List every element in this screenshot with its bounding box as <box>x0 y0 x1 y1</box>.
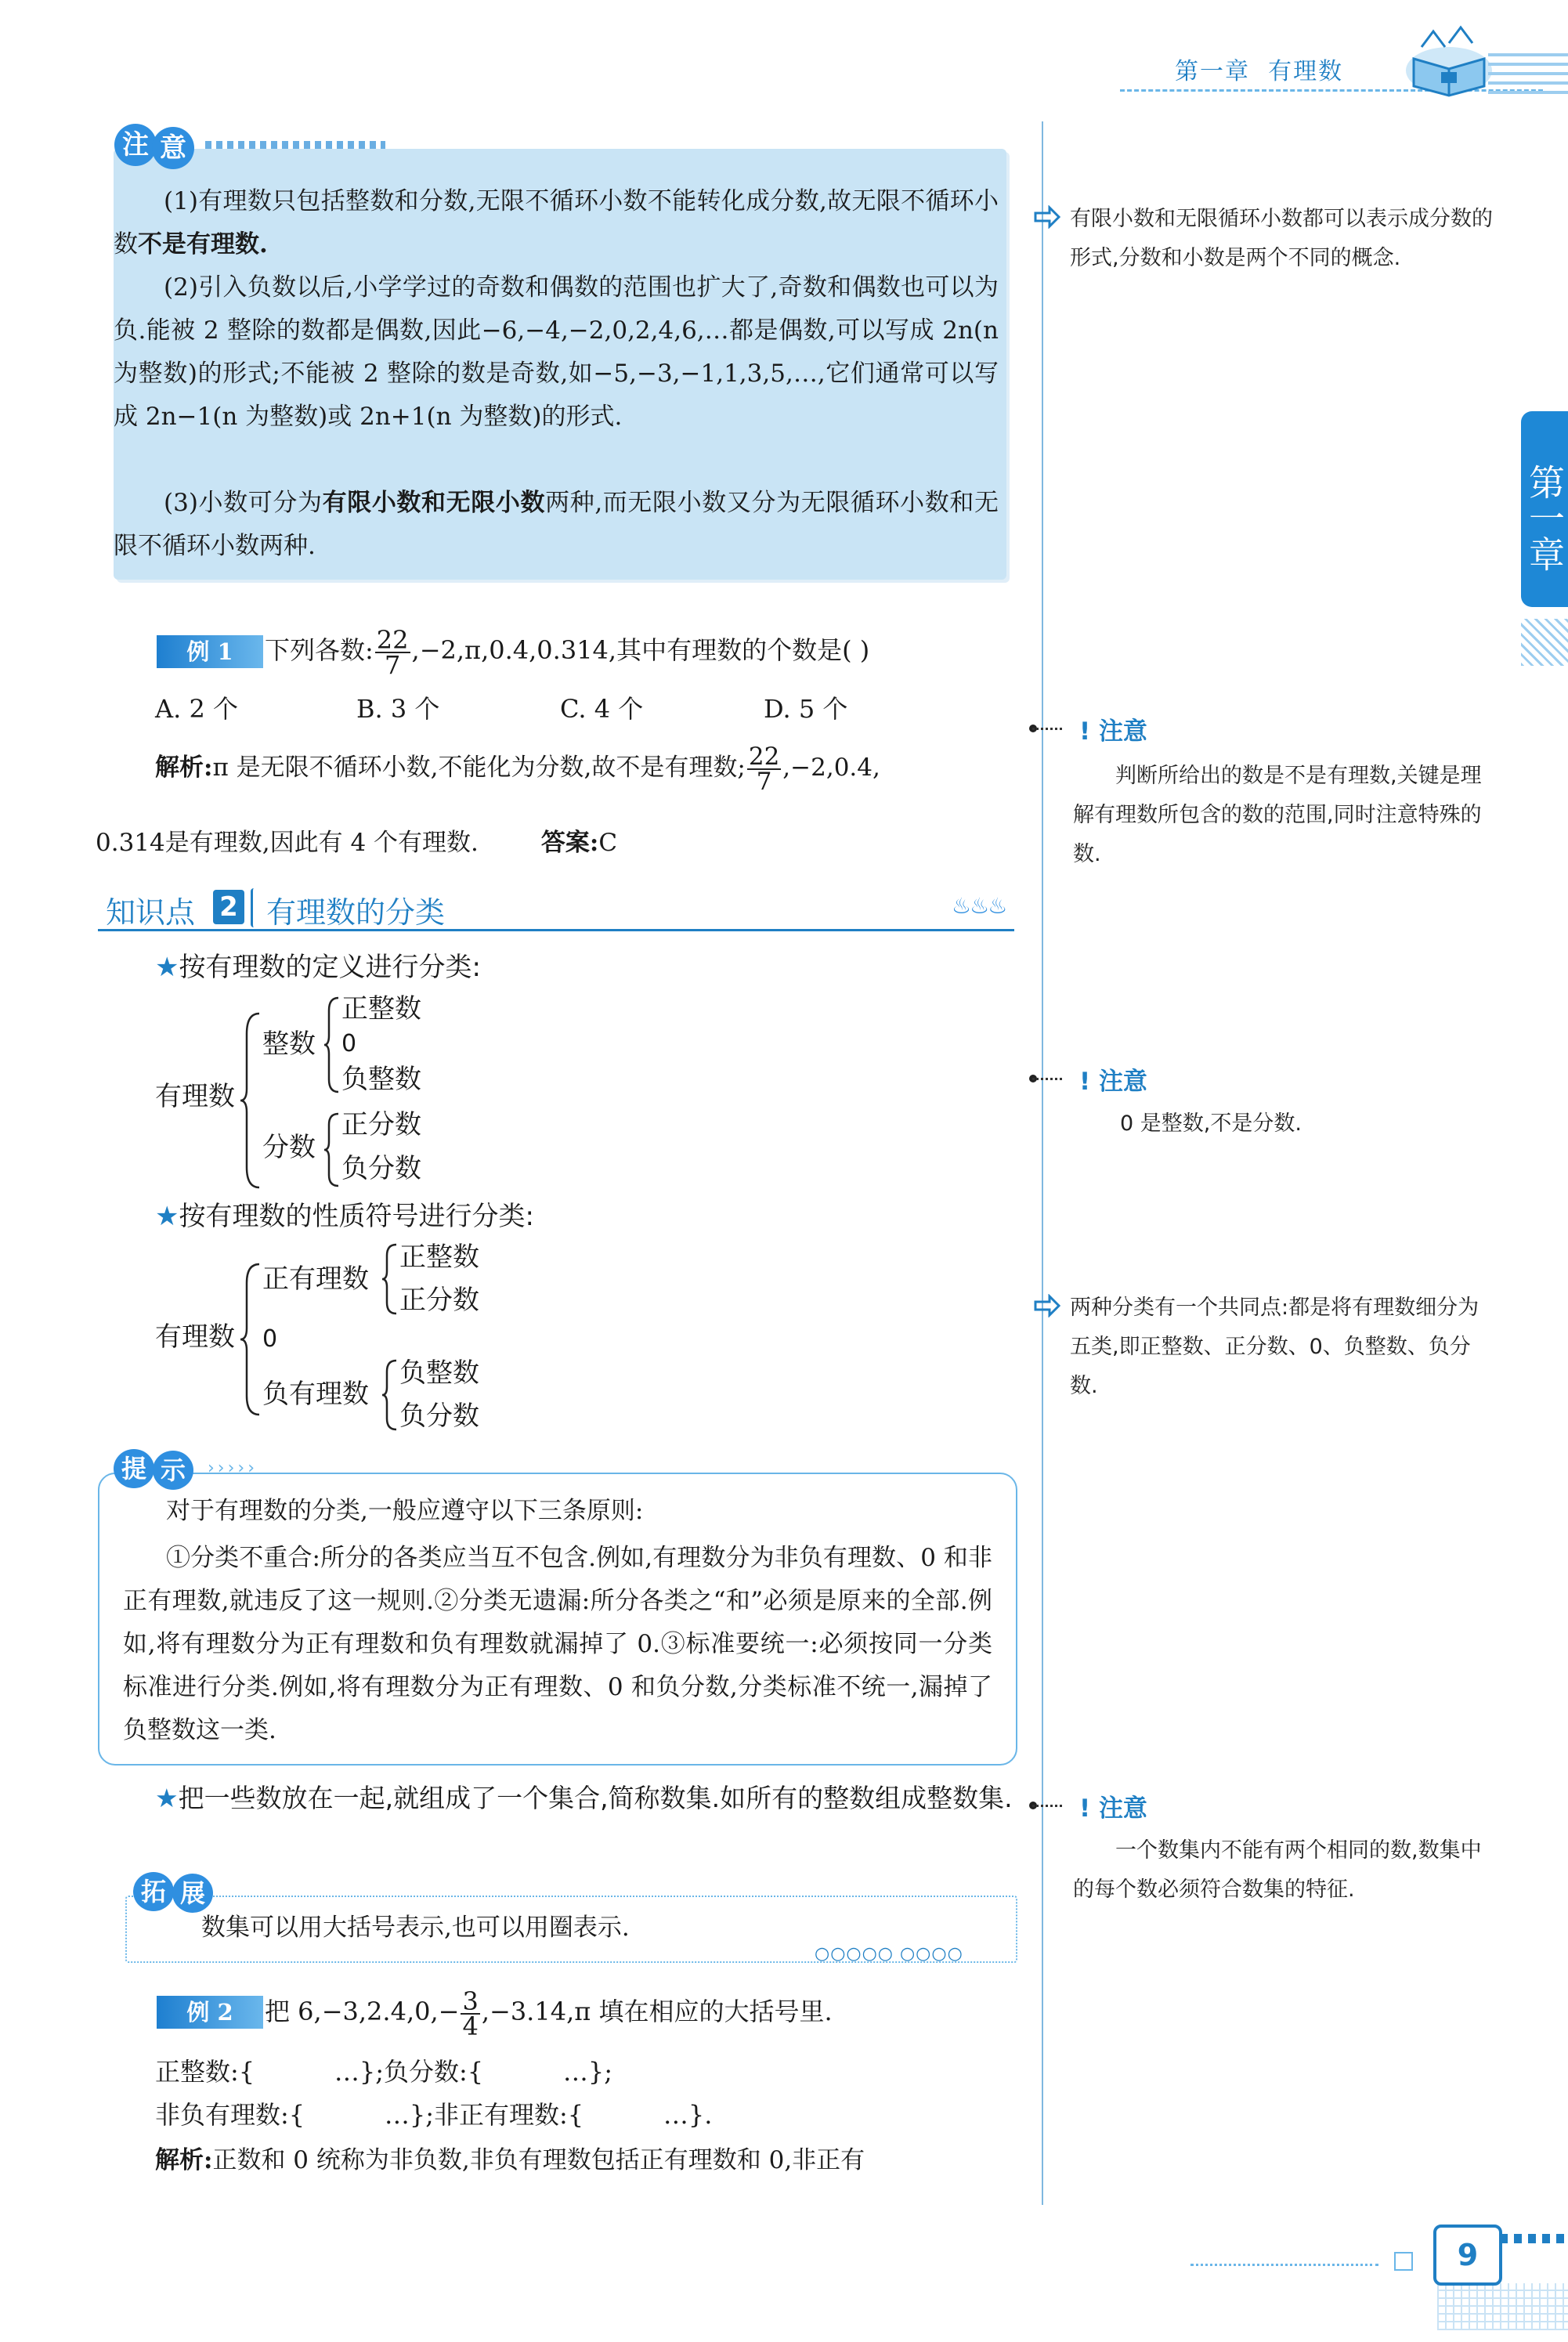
header-stripes-decoration <box>1488 47 1568 102</box>
brace-shape <box>239 1261 262 1418</box>
hint-intro: 对于有理数的分类,一般应遵守以下三条原则: <box>166 1497 644 1525</box>
star-icon: ★ <box>155 952 179 983</box>
tree-node-positive: 正有理数 <box>262 1263 369 1295</box>
hint-body: ①分类不重合:所分的各类应当互不包含.例如,有理数分为非负有理数、0 和非正有理数,就违反了这一规则.②分类无遗漏:所分各类之“和”必须是原来的全部.例如,将有理数分为正有理数和负有理数就漏掉了 0.③标准要统一:必须按同一分类标准进行分类.例如,将有理数分为正有理数、0 和负分数,分类标准不统一,漏掉了负整数这一类. <box>123 1544 992 1744</box>
side-note-attention-1: 判断所给出的数是不是有理数,关键是理解有理数所包含的数的范围,同时注意特殊的数. <box>1073 764 1482 866</box>
note-badge-char: 注 <box>114 124 157 166</box>
brace-shape <box>323 995 341 1095</box>
tree-leaf: 0 <box>341 1030 357 1057</box>
example-2-solution: 解析:正数和 0 统称为非负数,非负有理数包括正有理数和 0,非正有 <box>155 2146 865 2174</box>
brace-shape <box>323 1111 341 1189</box>
note-badge <box>114 124 201 171</box>
running-header: 第一章 有理数 <box>1175 58 1344 85</box>
chapter-tab-hatch <box>1521 619 1568 666</box>
chevrons-decoration: ››››› <box>208 1458 258 1478</box>
side-note-two-classifications: 两种分类有一个共同点:都是将有理数细分为五类,即正整数、正分数、0、负整数、负分数. <box>1070 1296 1479 1398</box>
arrow-right-icon <box>1034 1294 1060 1317</box>
book-icon <box>1402 23 1496 102</box>
hint-badge-char: 提 <box>114 1449 154 1488</box>
tree-node-integer: 整数 <box>262 1028 316 1060</box>
note-dots-decoration <box>205 141 385 149</box>
footer-dots-decoration <box>1500 2234 1568 2243</box>
footer-grid-decoration <box>1437 2283 1568 2330</box>
knowledge-point-label: 知识点 <box>106 895 196 930</box>
hint-badge <box>114 1449 204 1491</box>
footer-square-decoration <box>1394 2252 1413 2271</box>
tree-leaf: 正分数 <box>341 1109 421 1140</box>
hint-badge-char: 示 <box>153 1451 193 1490</box>
note-badge-char: 意 <box>152 127 194 169</box>
knowledge-point-rule <box>98 929 1014 931</box>
example-2-line-2: 非负有理数:{ …};非正有理数:{ …}. <box>155 2100 713 2130</box>
tree-node-negative: 负有理数 <box>262 1379 369 1410</box>
brace-shape <box>239 1010 262 1191</box>
example-2-badge: 例 2 <box>157 1996 263 2029</box>
tree-leaf: 负整数 <box>341 1064 421 1095</box>
classification-heading-2: ★按有理数的性质符号进行分类: <box>155 1201 534 1232</box>
brace-shape <box>381 1241 399 1317</box>
knowledge-point-separator <box>251 888 259 927</box>
knowledge-point-number: 2 <box>213 890 244 924</box>
attention-label: ! 注意 <box>1079 1794 1147 1823</box>
attention-leader <box>1032 1078 1062 1080</box>
knowledge-point-title: 有理数的分类 <box>266 895 446 930</box>
classification-heading-1: ★按有理数的定义进行分类: <box>155 952 481 983</box>
circles-decoration: ○○○○○ ○○○○ <box>815 1944 963 1964</box>
example-1-solution-cont: 0.314是有理数,因此有 4 个有理数. 答案:C <box>96 829 618 857</box>
star-icon: ★ <box>155 1201 179 1232</box>
extend-badge-char: 展 <box>172 1874 213 1913</box>
chapter-tab[interactable]: 第一章 <box>1521 411 1568 607</box>
example-1-badge: 例 1 <box>157 635 263 668</box>
extend-text: 数集可以用大括号表示,也可以用圈表示. <box>201 1914 630 1942</box>
tree-root: 有理数 <box>155 1081 235 1112</box>
difficulty-flame-icon: ♨♨♨ <box>952 893 1006 919</box>
example-1-question: 下列各数: $\frac{22}{7}$ ,−2,π,0.4,0.314,其中有理数的个数是( ) <box>265 624 870 680</box>
footer-rule <box>1190 2264 1378 2266</box>
attention-leader <box>1032 1805 1062 1807</box>
hint-box <box>98 1473 1017 1766</box>
example-2-line-1: 正整数:{ …};负分数:{ …}; <box>155 2057 613 2087</box>
note-paragraph-1: (1)有理数只包括整数和分数,无限不循环小数不能转化成分数,故无限不循环小数不是有理数. <box>114 187 999 258</box>
attention-leader <box>1032 728 1062 730</box>
page-number: 9 <box>1433 2225 1502 2286</box>
tree-root: 有理数 <box>155 1321 235 1353</box>
option-d[interactable]: D. 5 个 <box>764 694 848 724</box>
option-b[interactable]: B. 3 个 <box>356 694 440 724</box>
side-note-attention-2: 0 是整数,不是分数. <box>1120 1111 1302 1136</box>
side-note-decimals: 有限小数和无限循环小数都可以表示成分数的形式,分数和小数是两个不同的概念. <box>1070 207 1493 270</box>
fraction: $\frac{3}{4}$ <box>462 1986 479 2041</box>
note-paragraph-3: (3)小数可分为有限小数和无限小数两种,而无限小数又分为无限循环小数和无限不循环小数两种. <box>114 489 999 560</box>
tree-leaf: 负分数 <box>341 1153 421 1184</box>
attention-label: ! 注意 <box>1079 717 1147 746</box>
note-box <box>114 149 1006 580</box>
star-icon: ★ <box>155 1783 179 1813</box>
tree-leaf: 负分数 <box>399 1401 479 1432</box>
number-set-definition: ★把一些数放在一起,就组成了一个集合,简称数集.如所有的整数组成整数集. <box>155 1783 1013 1813</box>
attention-label: ! 注意 <box>1079 1068 1147 1096</box>
example-2-question: 把 6,−3,2.4,0,− $\frac{3}{4}$ ,−3.14,π 填在相应的大括号里. <box>265 1986 833 2041</box>
tree-leaf: 正整数 <box>341 993 421 1025</box>
tree-leaf: 正分数 <box>399 1285 479 1316</box>
fraction: $\frac{22}{7}$ <box>376 624 409 680</box>
brace-shape <box>381 1357 399 1433</box>
tree-node-fraction: 分数 <box>262 1132 316 1163</box>
tree-leaf: 正整数 <box>399 1241 479 1273</box>
arrow-right-icon <box>1034 205 1060 229</box>
option-a[interactable]: A. 2 个 <box>155 694 238 724</box>
tree-node-zero: 0 <box>262 1325 278 1353</box>
extend-badge-char: 拓 <box>133 1872 174 1911</box>
margin-divider <box>1042 121 1043 2205</box>
example-1-solution: 解析:π 是无限不循环小数,不能化为分数,故不是有理数; $\frac{22}{7}$ ,−2,0.4, <box>155 742 880 796</box>
tree-leaf: 负整数 <box>399 1357 479 1389</box>
option-c[interactable]: C. 4 个 <box>560 694 644 724</box>
extend-badge <box>133 1872 223 1914</box>
note-paragraph-2: (2)引入负数以后,小学学过的奇数和偶数的范围也扩大了,奇数和偶数也可以为负.能被 2 整除的数都是偶数,因此−6,−4,−2,0,2,4,6,…都是偶数,可以写成 2n(n 为整数)的形式;不能被 2 整除的数是奇数,如−5,−3,−1,1,3,5,…,它们通常可以写成 2n−1(n 为整数)或 2n+1(n 为整数)的形式. <box>114 273 999 431</box>
side-note-attention-3: 一个数集内不能有两个相同的数,数集中的每个数必须符合数集的特征. <box>1073 1838 1482 1902</box>
